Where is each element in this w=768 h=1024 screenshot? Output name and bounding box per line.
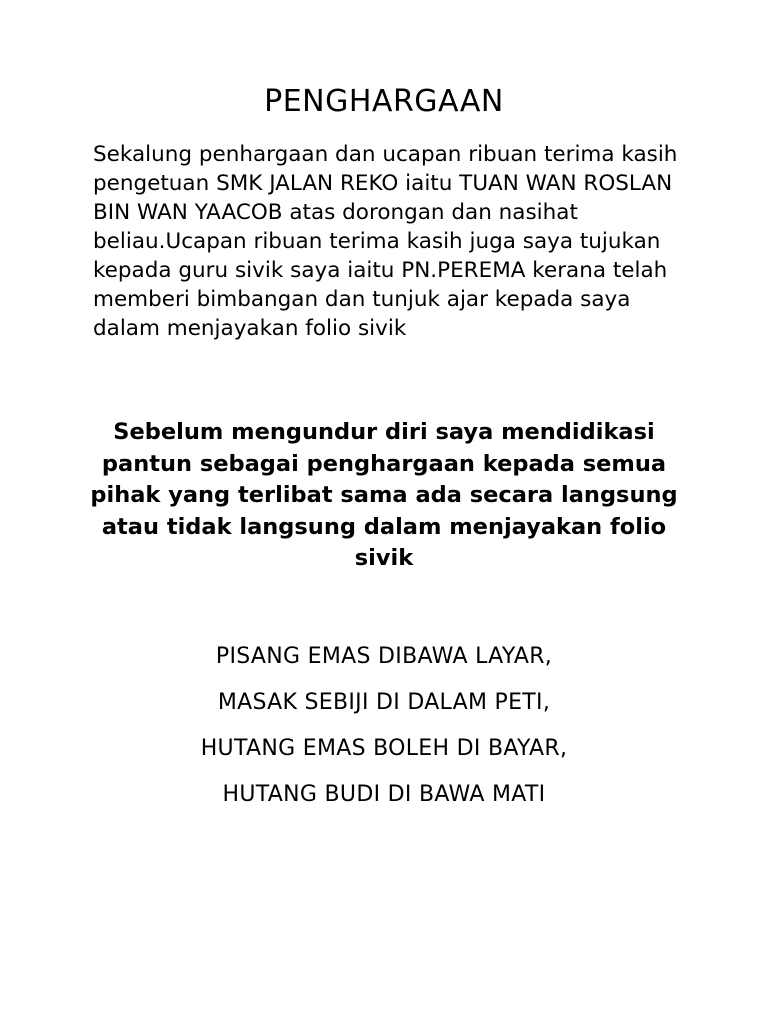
pantun-line: HUTANG BUDI DI BAWA MATI: [222, 782, 546, 807]
pantun-line: MASAK SEBIJI DI DALAM PETI,: [217, 690, 551, 715]
acknowledgement-paragraph: Sekalung penhargaan dan ucapan ribuan terima kasih pengetuan SMK JALAN REKO iaitu TUAN WAN ROSLAN BIN WAN YAACOB atas dorongan dan nasihat beliau.Ucapan ribuan terima kasih juga saya tujukan kepada guru sivik saya iaitu PN.PEREMA kerana telah memberi bimbangan dan tunjuk ajar kepada saya dalam menjayakan folio sivik: [93, 142, 678, 341]
page-title: PENGHARGAAN: [264, 84, 504, 119]
pantun-verse: [0, 634, 768, 818]
pantun-line: PISANG EMAS DIBAWA LAYAR,: [215, 644, 553, 669]
pantun-line: HUTANG EMAS BOLEH DI BAYAR,: [200, 736, 568, 761]
dedication-paragraph: Sebelum mengundur diri saya mendidikasi pantun sebagai penghargaan kepada semua pihak yang terlibat sama ada secara langsung atau tidak langsung dalam menjayakan folio sivik: [90, 419, 678, 571]
